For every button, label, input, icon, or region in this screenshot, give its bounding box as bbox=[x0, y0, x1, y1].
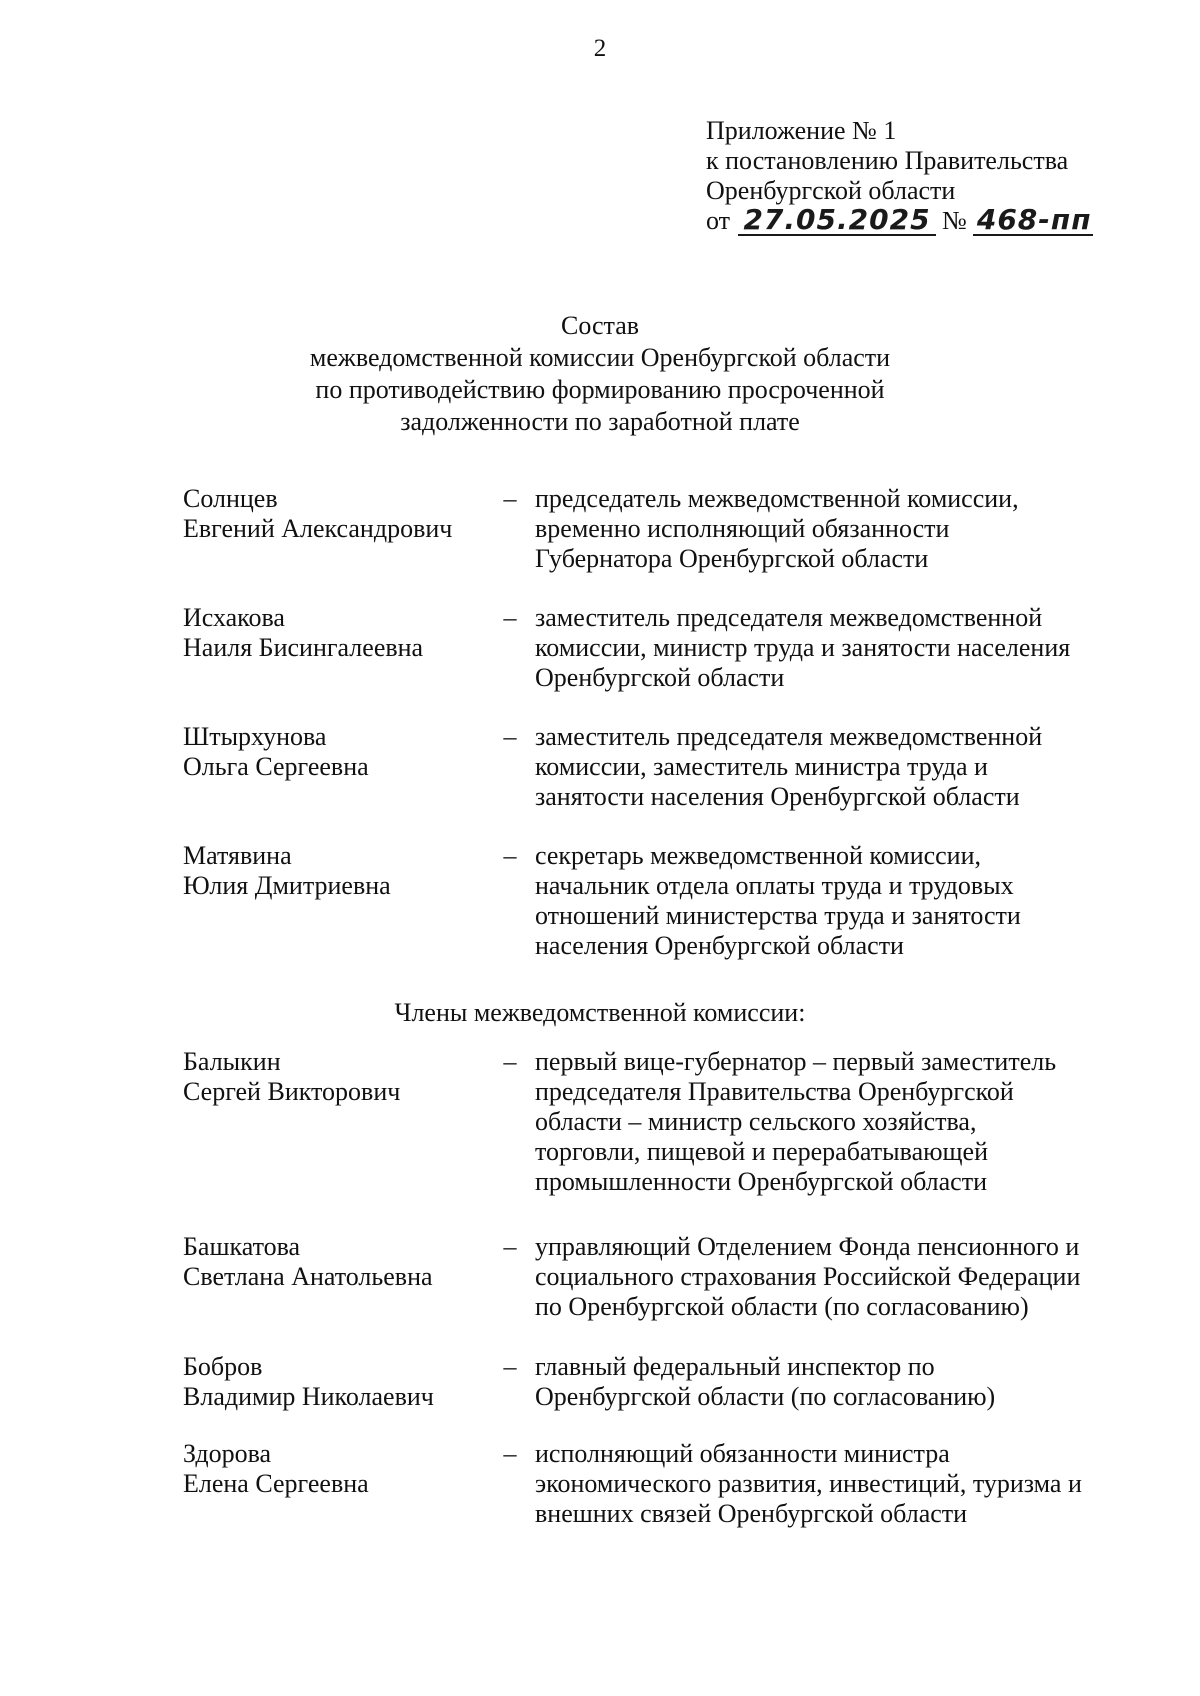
roster-entry bbox=[183, 484, 1143, 574]
roster-entry bbox=[183, 841, 1143, 961]
member-surname: Матявина bbox=[183, 841, 292, 870]
entry-dash: – bbox=[503, 1047, 517, 1076]
appendix-header bbox=[706, 116, 1166, 236]
role-line: временно исполняющий обязанности bbox=[535, 514, 950, 543]
role-line: Оренбургской области bbox=[535, 663, 785, 692]
role-line: заместитель председателя межведомственной bbox=[535, 603, 1043, 632]
member-given-names: Светлана Анатольевна bbox=[183, 1262, 433, 1291]
member-name bbox=[183, 722, 483, 782]
member-role bbox=[535, 1352, 1143, 1412]
member-role bbox=[535, 603, 1143, 693]
roster-entry bbox=[183, 603, 1143, 693]
title-line-2: межведомственной комиссии Оренбургской области bbox=[309, 343, 891, 372]
member-role bbox=[535, 722, 1143, 812]
roster-entry bbox=[183, 1352, 1143, 1412]
member-name bbox=[183, 1352, 483, 1412]
member-given-names: Ольга Сергеевна bbox=[183, 752, 369, 781]
roster-entry bbox=[183, 722, 1143, 812]
title-line-4: задолженности по заработной плате bbox=[400, 407, 800, 436]
appendix-region-line: Оренбургской области bbox=[706, 176, 956, 205]
entry-dash: – bbox=[503, 1352, 517, 1381]
member-given-names: Юлия Дмитриевна bbox=[183, 871, 391, 900]
roster-entry bbox=[183, 1232, 1143, 1322]
role-line: области – министр сельского хозяйства, bbox=[535, 1107, 977, 1136]
member-surname: Здорова bbox=[183, 1439, 272, 1468]
member-given-names: Елена Сергеевна bbox=[183, 1469, 369, 1498]
entry-dash: – bbox=[503, 603, 517, 632]
member-name bbox=[183, 1232, 483, 1292]
member-surname: Солнцев bbox=[183, 484, 278, 513]
member-name bbox=[183, 1047, 483, 1107]
document-title bbox=[0, 310, 1200, 438]
entry-dash: – bbox=[503, 722, 517, 751]
role-line: первый вице-губернатор – первый заместитель bbox=[535, 1047, 1057, 1076]
role-line: социального страхования Российской Федерации bbox=[535, 1262, 1081, 1291]
member-given-names: Евгений Александрович bbox=[183, 514, 453, 543]
member-given-names: Наиля Бисингалеевна bbox=[183, 633, 424, 662]
role-line: секретарь межведомственной комиссии, bbox=[535, 841, 982, 870]
role-line: начальник отдела оплаты труда и трудовых bbox=[535, 871, 1014, 900]
role-line: торговли, пищевой и перерабатывающей bbox=[535, 1137, 989, 1166]
member-surname: Балыкин bbox=[183, 1047, 281, 1076]
appendix-title: Приложение № 1 bbox=[706, 116, 897, 145]
role-line: занятости населения Оренбургской области bbox=[535, 782, 1020, 811]
member-role bbox=[535, 1232, 1143, 1322]
role-line: заместитель председателя межведомственной bbox=[535, 722, 1043, 751]
role-line: внешних связей Оренбургской области bbox=[535, 1499, 968, 1528]
member-role bbox=[535, 484, 1143, 574]
number-label: № bbox=[942, 206, 967, 235]
role-line: по Оренбургской области (по согласованию) bbox=[535, 1292, 1029, 1321]
roster-entry bbox=[183, 1047, 1143, 1197]
role-line: комиссии, министр труда и занятости населения bbox=[535, 633, 1071, 662]
appendix-date-number-line bbox=[706, 203, 1166, 236]
entry-dash: – bbox=[503, 841, 517, 870]
title-line-1: Состав bbox=[560, 311, 640, 340]
page-number: 2 bbox=[593, 35, 607, 62]
role-line: председателя Правительства Оренбургской bbox=[535, 1077, 1014, 1106]
title-line-3: по противодействию формированию просроченной bbox=[315, 375, 885, 404]
handwritten-date: 27.05.2025 bbox=[738, 206, 936, 236]
role-line: отношений министерства труда и занятости bbox=[535, 901, 1021, 930]
member-surname: Бобров bbox=[183, 1352, 263, 1381]
member-name bbox=[183, 603, 483, 663]
role-line: управляющий Отделением Фонда пенсионного и bbox=[535, 1232, 1080, 1261]
role-line: Губернатора Оренбургской области bbox=[535, 544, 929, 573]
entry-dash: – bbox=[503, 484, 517, 513]
member-given-names: Сергей Викторович bbox=[183, 1077, 401, 1106]
role-line: экономического развития, инвестиций, туризма и bbox=[535, 1469, 1082, 1498]
member-surname: Штырхунова bbox=[183, 722, 327, 751]
member-name bbox=[183, 841, 483, 901]
roster-entry bbox=[183, 1439, 1143, 1529]
member-given-names: Владимир Николаевич bbox=[183, 1382, 434, 1411]
member-name bbox=[183, 1439, 483, 1499]
role-line: Оренбургской области (по согласованию) bbox=[535, 1382, 996, 1411]
member-surname: Башкатова bbox=[183, 1232, 301, 1261]
role-line: председатель межведомственной комиссии, bbox=[535, 484, 1019, 513]
member-role bbox=[535, 1439, 1143, 1529]
member-name bbox=[183, 484, 483, 544]
member-surname: Исхакова bbox=[183, 603, 285, 632]
member-role bbox=[535, 841, 1143, 961]
entry-dash: – bbox=[503, 1232, 517, 1261]
role-line: промышленности Оренбургской области bbox=[535, 1167, 987, 1196]
entry-dash: – bbox=[503, 1439, 517, 1468]
role-line: исполняющий обязанности министра bbox=[535, 1439, 950, 1468]
role-line: главный федеральный инспектор по bbox=[535, 1352, 935, 1381]
handwritten-number: 468-пп bbox=[973, 206, 1093, 236]
member-role bbox=[535, 1047, 1143, 1197]
role-line: комиссии, заместитель министра труда и bbox=[535, 752, 988, 781]
from-label: от bbox=[706, 206, 731, 235]
role-line: населения Оренбургской области bbox=[535, 931, 904, 960]
members-heading: Члены межведомственной комиссии: bbox=[394, 998, 806, 1027]
appendix-ref-line: к постановлению Правительства bbox=[706, 146, 1069, 175]
